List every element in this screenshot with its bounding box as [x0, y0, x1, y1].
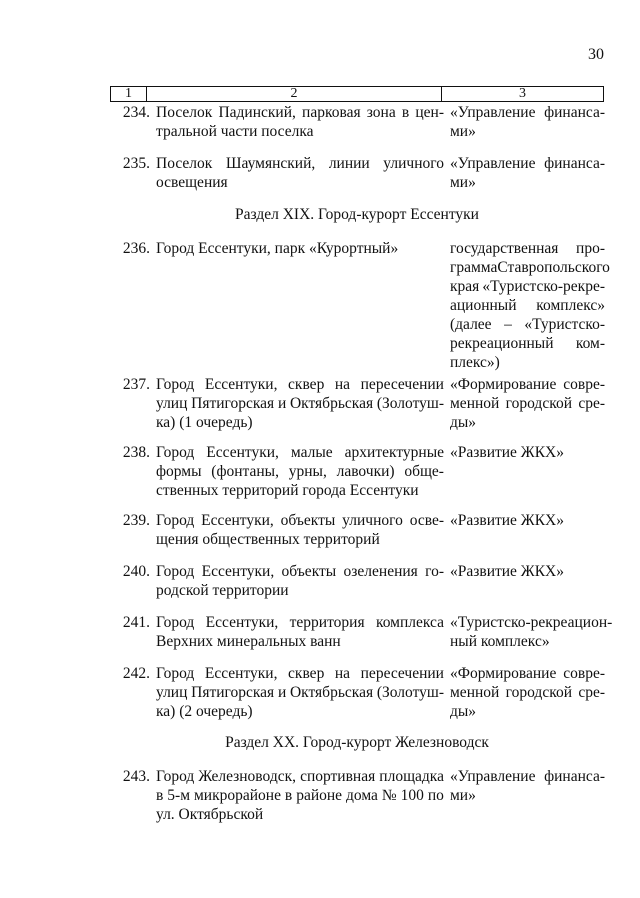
table-header: [110, 86, 604, 102]
row-number: 237.: [122, 376, 150, 393]
row-program: «Формирование совре- менной городской сре- ды»: [450, 665, 605, 720]
row-description: Город Ессентуки, объекты уличного осве- щения общественных территорий: [156, 512, 444, 548]
row-description: Город Ессентуки, малые архитектурные формы (фонтаны, урны, лавочки) обще- ственных территорий города Ессентуки: [156, 444, 444, 499]
header-cell-1: 1: [111, 87, 147, 101]
row-description: Город Железноводск, спортивная площадка в 5-м микрорайоне в районе дома № 100 по ул. Октябрьской: [156, 768, 444, 823]
row-number: 234.: [122, 104, 150, 121]
row-program: «Управление финанса- ми»: [450, 768, 605, 804]
row-description: Город Ессентуки, сквер на пересечении улиц Пятигорская и Октябрьская (Золотуш- ка) (1 очередь): [156, 376, 444, 431]
header-cell-2: 2: [147, 87, 442, 101]
row-program: «Управление финанса- ми»: [450, 104, 605, 140]
row-description: Город Ессентуки, территория комплекса Верхних минеральных ванн: [156, 614, 444, 650]
row-number: 239.: [122, 512, 150, 529]
header-cell-3: 3: [519, 86, 526, 101]
row-program: «Развитие ЖКХ»: [450, 444, 564, 461]
page-number: 30: [588, 46, 604, 63]
row-number: 236.: [122, 240, 150, 257]
row-number: 235.: [122, 155, 150, 172]
row-program: «Управление финанса- ми»: [450, 155, 605, 191]
row-description: Город Ессентуки, объекты озеленения го- родской территории: [156, 563, 444, 599]
row-description: Поселок Шаумянский, линии уличного освещения: [156, 155, 444, 191]
row-program: «Развитие ЖКХ»: [450, 563, 564, 580]
row-program: «Туристско-рекреацион- ный комплекс»: [450, 614, 613, 650]
row-description: Город Ессентуки, сквер на пересечении улиц Пятигорская и Октябрьская (Золотуш- ка) (2 очередь): [156, 665, 444, 720]
row-number: 241.: [122, 614, 150, 631]
row-program: государственная про- грамма Ставропольского края «Туристско-рекре- ационный комплекс» (далее – «Туристско- рекреационный ком- плекс»): [450, 240, 610, 371]
row-number: 238.: [122, 444, 150, 461]
section-heading: Раздел XIX. Город-курорт Ессентуки: [235, 206, 479, 223]
section-heading: Раздел XX. Город-курорт Железноводск: [225, 734, 489, 751]
row-program: «Развитие ЖКХ»: [450, 512, 564, 529]
row-number: 243.: [122, 768, 150, 785]
row-description: Поселок Падинский, парковая зона в цен- тральной части поселка: [156, 104, 444, 140]
row-program: «Формирование совре- менной городской сре- ды»: [450, 376, 605, 431]
row-number: 242.: [122, 665, 150, 682]
row-number: 240.: [122, 563, 150, 580]
row-description: Город Ессентуки, парк «Курортный»: [156, 240, 399, 257]
